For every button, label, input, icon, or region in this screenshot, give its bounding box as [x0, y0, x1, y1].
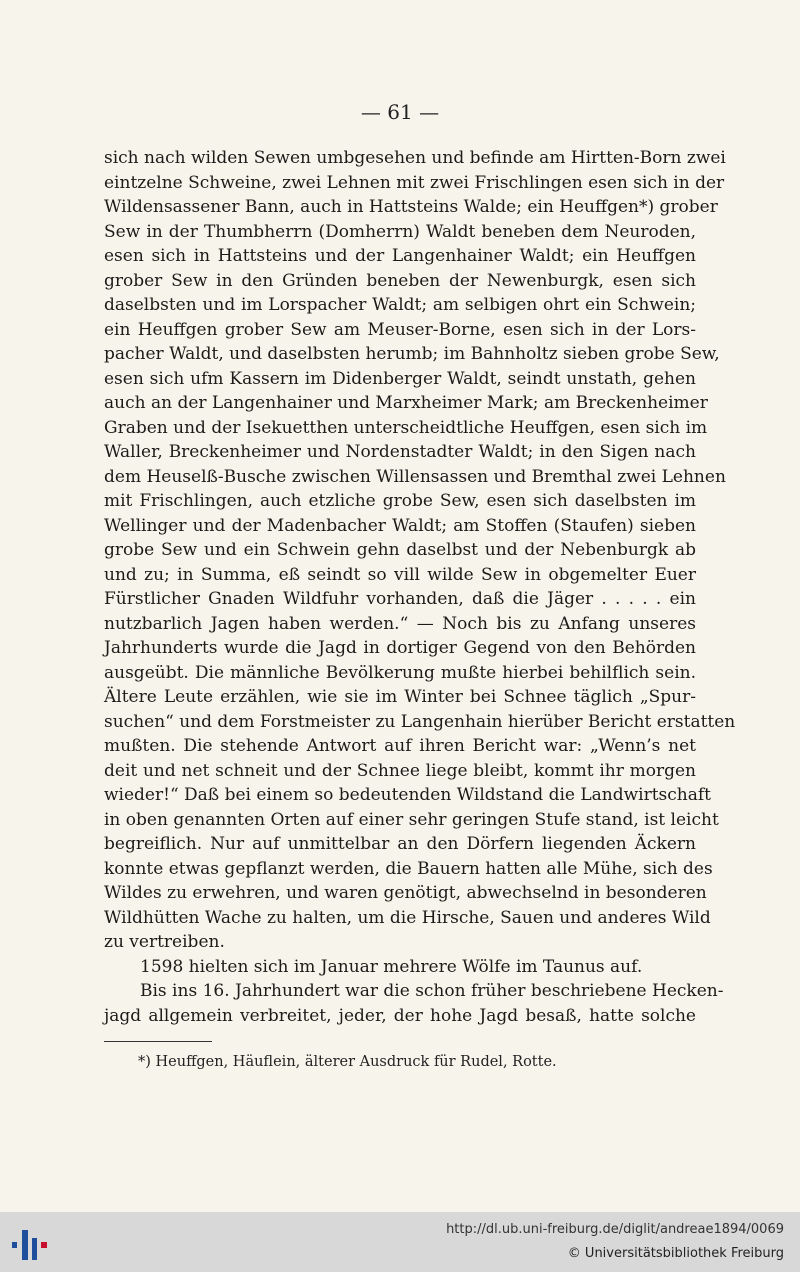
- text-line: zu vertreiben.: [104, 932, 225, 952]
- text-line: Sew in der Thumbherrn (Domherrn) Waldt beneben dem Neuroden,: [104, 221, 696, 242]
- logo-bar-center: [32, 1238, 37, 1260]
- text-line: Ältere Leute erzählen, wie sie im Winter bei Schnee täglich „Spur-: [104, 687, 696, 707]
- text-line: 1598 hielten sich im Januar mehrere Wölfe im Taunus auf.: [140, 956, 643, 977]
- text-line: und zu; in Summa, eß seindt so vill wilde Sew in obgemelter Euer: [104, 564, 696, 585]
- text-line: Wildes zu erwehren, und waren genötigt, abwechselnd in besonderen: [104, 883, 707, 903]
- body-text: [104, 146, 736, 1028]
- copyright-notice: © Universitätsbibliothek Freiburg: [567, 1246, 784, 1261]
- text-line: Fürstlicher Gnaden Wildfuhr vorhanden, daß die Jäger . . . . . ein: [104, 589, 696, 609]
- text-line: esen sich in Hattsteins und der Langenhainer Waldt; ein Heuffgen: [104, 246, 696, 266]
- text-line: suchen“ und dem Forstmeister zu Langenhain hierüber Bericht erstatten: [104, 711, 736, 732]
- text-line: eintzelne Schweine, zwei Lehnen mit zwei Frischlingen esen sich in der: [104, 172, 725, 193]
- text-line: in oben genannten Orten auf einer sehr geringen Stufe stand, ist leicht: [104, 809, 719, 830]
- text-line: konnte etwas gepflanzt werden, die Bauern hatten alle Mühe, sich des: [104, 858, 713, 879]
- text-line: wieder!“ Daß bei einem so bedeutenden Wildstand die Landwirtschaft: [104, 785, 712, 805]
- text-line: Graben und der Isekuetthen unterscheidtliche Heuffgen, esen sich im: [104, 417, 708, 438]
- logo-bar-left: [12, 1242, 17, 1248]
- text-line: mußten. Die stehende Antwort auf ihren Bericht war: „Wenn’s net: [104, 736, 696, 756]
- library-logo-icon: [10, 1224, 50, 1264]
- text-line: esen sich ufm Kassern im Didenberger Waldt, seindt unstath, gehen: [104, 368, 696, 389]
- viewer-footer: [0, 1212, 800, 1272]
- text-line: Waller, Breckenheimer und Nordenstadter Waldt; in den Sigen nach: [104, 442, 696, 462]
- text-line: grobe Sew und ein Schwein gehn daselbst und der Nebenburgk ab: [104, 540, 696, 560]
- text-line: Wildensassener Bann, auch in Hattsteins Walde; ein Heuffgen*) grober: [104, 197, 718, 217]
- permalink-url[interactable]: http://dl.ub.uni-freiburg.de/diglit/andreae1894/0069: [446, 1222, 784, 1237]
- page-number: — 61 —: [360, 100, 440, 124]
- text-line: auch an der Langenhainer und Marxheimer Mark; am Breckenheimer: [104, 393, 708, 413]
- text-line: grober Sew in den Gründen beneben der Newenburgk, esen sich: [104, 270, 696, 291]
- text-line: sich nach wilden Sewen umbgesehen und befinde am Hirtten-Born zwei: [104, 148, 726, 168]
- text-line: Wellinger und der Madenbacher Waldt; am Stoffen (Staufen) sieben: [104, 515, 696, 536]
- text-line: mit Frischlingen, auch etzliche grobe Sew, esen sich daselbsten im: [104, 491, 696, 511]
- text-line: jagd allgemein verbreitet, jeder, der hohe Jagd besaß, hatte solche: [104, 1005, 696, 1026]
- text-line: daselbsten und im Lorspacher Waldt; am selbigen ohrt ein Schwein;: [104, 295, 696, 315]
- text-line: Bis ins 16. Jahrhundert war die schon früher beschriebene Hecken-: [140, 981, 724, 1001]
- text-line: dem Heuselß-Busche zwischen Willensassen und Bremthal zwei Lehnen: [104, 466, 726, 487]
- logo-bar-mid: [22, 1230, 28, 1260]
- text-line: pacher Waldt, und daselbsten herumb; im Bahnholtz sieben grobe Sew,: [104, 344, 720, 364]
- footnote: *) Heuffgen, Häuflein, älterer Ausdruck für Rudel, Rotte.: [138, 1054, 557, 1070]
- text-line: ein Heuffgen grober Sew am Meuser-Borne, esen sich in der Lors-: [104, 319, 696, 340]
- text-line: begreiflich. Nur auf unmittelbar an den Dörfern liegenden Äckern: [104, 834, 696, 854]
- logo-bar-right: [41, 1242, 47, 1248]
- text-line: deit und net schneit und der Schnee liege bleibt, kommt ihr morgen: [104, 760, 696, 781]
- text-line: ausgeübt. Die männliche Bevölkerung mußte hierbei behilflich sein.: [104, 662, 696, 683]
- text-line: Wildhütten Wache zu halten, um die Hirsche, Sauen und anderes Wild: [104, 907, 711, 928]
- text-line: nutzbarlich Jagen haben werden.“ — Noch bis zu Anfang unseres: [104, 613, 696, 634]
- footnote-divider: [104, 1041, 212, 1042]
- text-line: Jahrhunderts wurde die Jagd in dortiger Gegend von den Behörden: [104, 638, 696, 658]
